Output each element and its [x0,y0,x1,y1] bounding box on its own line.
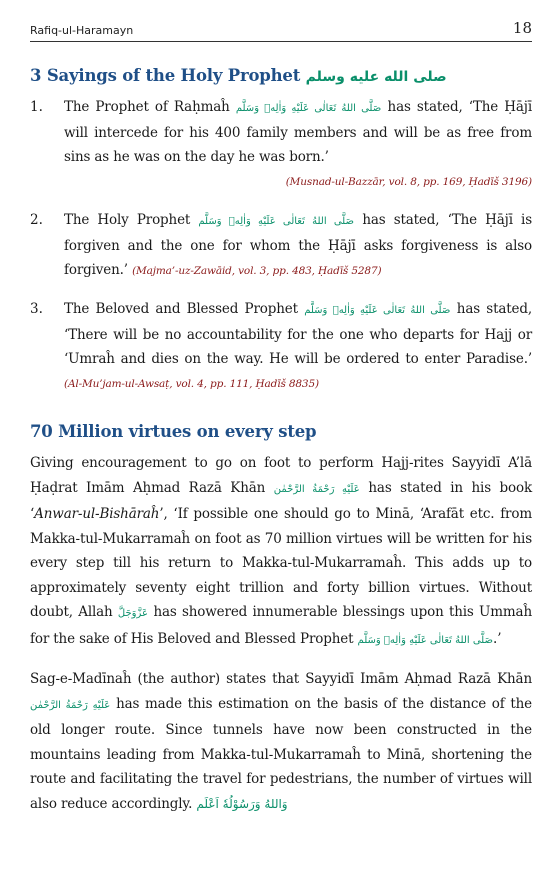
paragraph-text: ’, ‘If possible one should go to Minā, ‘Arafāt etc. from Makka-tul-Mukarramaĥ on foot as 70 million virtues will be written for his every step till his return to Makka-tul-Mukarramaĥ. This adds up to approximately seventy eight trillion and forty billion virtues. Without doubt, Allah [30,506,532,620]
saying-text-end: has stated, ‘The Ḥājī is forgiven and the one for whom the Ḥājī asks forgiveness is also forgiven.’ [64,212,532,278]
honorific-calligraphy: صَلَّى اللهُ تَعَالٰى عَلَيْهِ وَاٰلِهٖ وَسَلَّم [198,216,354,227]
book-name: Anwar-ul-Bishāraĥ [34,506,160,522]
hadith-reference: (Al-Mu’jam-ul-Awsaṭ, vol. 4, pp. 111, Ḥadīš 8835) [64,378,319,390]
saying-item [30,297,532,396]
paragraph-text: has showered innumerable blessings upon this Ummaĥ for the sake of His Beloved and Blessed Prophet [30,604,532,647]
honorific-calligraphy: صَلَّى اللهُ تَعَالٰى عَلَيْهِ وَاٰلِهٖ وَسَلَّم [304,305,451,316]
saying-text-end: has stated, ‘There will be no accountability for the one who departs for Hajj or ‘Umraĥ and dies on the way. He will be ordered to enter Paradise.’ [64,301,532,367]
page-number: 18 [512,19,532,37]
saying-item [30,208,532,283]
saying-number: 3. [30,301,43,317]
paragraph-author-note [30,667,532,816]
paragraph-virtues [30,451,532,653]
saying-text-end: has stated, ‘The Ḥājī will intercede for his 400 family members and will be as free from sins as he was on the day he was born.’ [64,99,532,165]
saying-item [30,95,532,194]
paragraph-text: Giving encouragement to go on foot to perform Hajj-rites Sayyidī A’lā Ḥaḍrat Imām Aḥmad Razā Khān [30,455,532,496]
book-title: Rafiq-ul-Haramayn [30,24,134,37]
honorific-calligraphy: صلى الله عليه وسلم [305,69,447,85]
honorific-calligraphy: عَلَيْهِ رَحْمَةُ الرَّحْمٰن [273,483,360,495]
saying-text [64,208,532,283]
section-heading-sayings [30,66,532,85]
honorific-calligraphy: عَزَّوَجَلَّ [117,608,148,619]
paragraph-text: Sag-e-Madīnaĥ (the author) states that Sayyidī Imām Aḥmad Razā Khān [30,671,532,687]
honorific-calligraphy: صَلَّى اللهُ تَعَالٰى عَلَيْهِ وَاٰلِهٖ وَسَلَّم [235,103,382,114]
closing-calligraphy: وَاللهُ وَرَسُوْلُهٗ اَعْلَم [196,796,288,811]
hadith-reference: (Musnad-ul-Bazzār, vol. 8, pp. 169, Ḥadīš 3196) [285,176,532,188]
saying-text [64,297,532,396]
honorific-calligraphy: عَلَيْهِ رَحْمَةُ الرَّحْمٰن [30,699,111,711]
saying-number: 1. [30,99,43,115]
saying-text-start: The Beloved and Blessed Prophet [64,301,298,317]
saying-text [64,95,532,194]
hadith-reference: (Majma’-uz-Zawāid, vol. 3, pp. 483, Ḥadīš 5287) [132,265,382,277]
saying-text-start: The Prophet of Raḥmaĥ [64,99,230,115]
running-header [30,0,532,42]
sayings-list [30,95,532,396]
paragraph-text: has stated in his book ‘ [30,479,532,522]
paragraph-text: has made this estimation on the basis of the distance of the old longer route. Since tunnels have now been constructed in the mountains leading from Makka-tul-Mukarramaĥ to Minā, shortening the route and facilitating the travel for pedestrians, the number of virtues will also reduce accordingly. [30,695,532,812]
paragraph-text: .’ [492,630,502,647]
section-heading-virtues: 70 Million virtues on every step [30,422,317,441]
saying-text-start: The Holy Prophet [64,212,191,228]
saying-number: 2. [30,212,43,228]
honorific-calligraphy: صَلَّى اللهُ تَعَالٰى عَلَيْهِ وَاٰلِهٖ وَسَلَّم [357,634,493,646]
section-heading-text: 3 Sayings of the Holy Prophet [30,66,301,85]
